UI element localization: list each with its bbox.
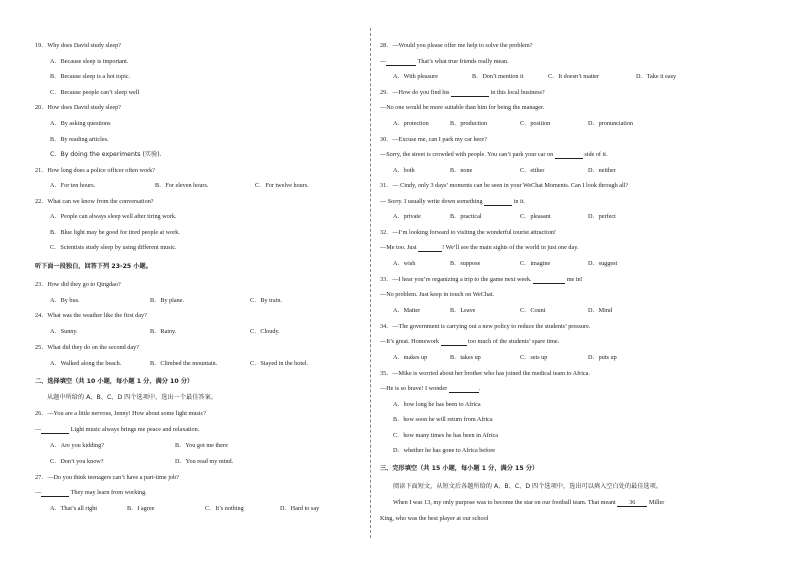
q27-option-a: A．That’s all right	[50, 505, 98, 512]
q26-option-c: C．Don’t you know?	[50, 458, 104, 465]
q27-option-c: C．It’s nothing	[205, 505, 244, 512]
q33-option-c: C．Count	[520, 307, 546, 314]
q28-option-a: A．With pleasure	[393, 73, 438, 80]
q27-option-d: D．Hard to say	[280, 505, 320, 512]
question-25: 25．What did they do on the second day?	[35, 344, 139, 351]
question-20: 20．How does David study sleep?	[35, 104, 121, 111]
answer-blank	[41, 427, 69, 434]
question-33-reply: —No problem. Just keep in touch on WeChat.	[380, 291, 495, 298]
q32-option-b: B．suppose	[450, 260, 481, 267]
question-31: 31．— Cindy, only 3 days’ moments can be seen in your WeChat Moments. Can I look through all?	[380, 182, 629, 189]
q26-option-b: B．You got me there	[175, 442, 228, 449]
answer-blank	[418, 245, 442, 252]
question-33: 33．—I hear you’re organizing a trip to the game next week. me in!	[380, 276, 583, 283]
answer-blank	[451, 90, 489, 97]
answer-blank	[449, 386, 479, 393]
q33-option-a: A．Matter	[393, 307, 421, 314]
q21-option-b: B．For eleven hours.	[155, 182, 209, 189]
question-35-reply: —He is so brave! I wonder .	[380, 385, 481, 392]
answer-blank	[533, 277, 565, 284]
q31-option-c: C．pleasant	[520, 213, 551, 220]
right-column	[380, 0, 760, 562]
q35-option-b: B．how soon he will return from Africa	[393, 416, 493, 423]
q30-option-d: D．neither	[588, 167, 616, 174]
section-2-title: 二、选择填空（共 10 小题，每小题 1 分，满分 10 分）	[35, 378, 194, 385]
q20-option-a: A．By asking questions	[50, 120, 111, 127]
q25-option-c: C．Stayed in the hotel.	[250, 360, 309, 367]
q33-option-d: D．Mind	[588, 307, 613, 314]
q31-option-d: D．perfect	[588, 213, 616, 220]
q24-option-b: B．Rainy.	[150, 328, 177, 335]
question-28-reply: — That’s what true friends really mean.	[380, 58, 509, 65]
question-19: 19．Why does David study sleep?	[35, 42, 121, 49]
answer-blank	[555, 152, 583, 159]
q23-option-c: C．By train.	[250, 297, 282, 304]
column-divider	[370, 28, 371, 538]
question-34: 34．—The government is carrying out a new policy to reduce the students’ pressure.	[380, 323, 591, 330]
question-31-reply: — Sorry. I usually write down something in it.	[380, 198, 525, 205]
q32-option-a: A．wish	[393, 260, 416, 267]
q28-option-d: D．Take it easy	[636, 73, 677, 80]
passage-line-1: When I was 13, my only purpose was to become the star on our football team. That meant 36 Miller	[393, 499, 665, 506]
passage-line-2: King, who was the best player at our school	[380, 515, 489, 522]
q29-option-b: B．production	[450, 120, 488, 127]
q22-option-b: B．Blue light may be good for tired people at work.	[50, 229, 180, 236]
q34-option-a: A．makes up	[393, 354, 428, 361]
answer-blank	[484, 199, 512, 206]
question-27: 27．—Do you think teenagers can’t have a part-time job?	[35, 474, 179, 481]
q25-option-a: A．Walked along the beach.	[50, 360, 122, 367]
q31-option-b: B．practical	[450, 213, 482, 220]
q23-option-a: A．By bus.	[50, 297, 80, 304]
q33-option-b: B．Leave	[450, 307, 476, 314]
q29-option-c: C．position	[520, 120, 551, 127]
q21-option-a: A．For ten hours.	[50, 182, 96, 189]
passage-instruction: 听下面一段独白，回答下列 23-25 小题。	[35, 263, 152, 270]
question-30-reply: —Sorry, the street is crowded with people. You can’t park your car on side of it.	[380, 151, 608, 158]
question-34-reply: —It’s great. Homework too much of the students’ spare time.	[380, 338, 560, 345]
question-32: 32．—I’m looking forward to visiting the wonderful tourist attraction!	[380, 229, 556, 236]
q29-option-a: A．protection	[393, 120, 429, 127]
q32-option-c: C．imagine	[520, 260, 551, 267]
question-24: 24．What was the weather like the first day?	[35, 312, 147, 319]
answer-blank	[41, 490, 69, 497]
section-2-instruction: 从题中所给的 A、B、C、D 四个选项中，选出一个最佳答案。	[47, 394, 217, 401]
question-22: 22．What can we know from the conversation?	[35, 198, 154, 205]
section-3-title: 三、完形填空（共 15 小题，每小题 1 分，满分 15 分）	[380, 465, 539, 472]
q30-option-a: A．both	[393, 167, 415, 174]
q19-option-a: A．Because sleep is important.	[50, 58, 129, 65]
question-26: 26．—You are a little nervous, Jenny! How about some light music?	[35, 410, 207, 417]
q34-option-b: B．takes up	[450, 354, 481, 361]
answer-blank	[441, 339, 467, 346]
q20-option-b: B．By reading articles.	[50, 136, 109, 143]
q27-option-b: B．I agree	[127, 505, 155, 512]
q34-option-c: C．sets up	[520, 354, 548, 361]
q22-option-c: C．Scientists study sleep by using different music.	[50, 244, 177, 251]
q34-option-d: D．puts up	[588, 354, 617, 361]
q35-option-a: A．how long he has been to Africa	[393, 401, 481, 408]
question-30: 30．—Excuse me, can I park my car here?	[380, 136, 487, 143]
question-27-reply: — They may learn from working.	[35, 489, 147, 496]
q25-option-b: B．Climbed the mountain.	[150, 360, 218, 367]
q26-option-a: A．Are you kidding?	[50, 442, 104, 449]
q24-option-c: C．Cloudy.	[250, 328, 280, 335]
q30-option-b: B．none	[450, 167, 473, 174]
question-23: 23．How did they go to Qingdao?	[35, 281, 121, 288]
q19-option-b: B．Because sleep is a hot topic.	[50, 73, 131, 80]
q32-option-d: D．suggest	[588, 260, 618, 267]
question-26-reply: — Light music always brings me peace and relaxation.	[35, 426, 200, 433]
question-35: 35．—Mike is worried about her brother who has joined the medical team to Africa.	[380, 370, 590, 377]
q29-option-d: D．pronunciation	[588, 120, 634, 127]
q24-option-a: A．Sunny.	[50, 328, 78, 335]
section-3-instruction: 阅读下面短文，从短文后各题所给的 A、B、C、D 四个选项中，选出可以填入空白处的最佳选项。	[393, 483, 662, 490]
question-29: 29．—How do you find his in this local business?	[380, 89, 545, 96]
question-29-reply: —No one would be more suitable than him for being the manager.	[380, 104, 545, 111]
q20-option-c: C．By doing the experiments (实验).	[50, 151, 162, 158]
q26-option-d: D．You read my mind.	[175, 458, 234, 465]
q19-option-c: C．Because people can’t sleep well	[50, 89, 140, 96]
blank-36: 36	[617, 499, 647, 507]
answer-blank	[386, 59, 416, 66]
question-21: 21．How long does a police officer often work?	[35, 167, 155, 174]
q35-option-c: C．how many times he has been in Africa	[393, 432, 498, 439]
q35-option-d: D．whether he has gone to Africa before	[393, 447, 496, 454]
q22-option-a: A．People can always sleep well after tiring work.	[50, 213, 177, 220]
q28-option-b: B．Don’t mention it	[472, 73, 524, 80]
q21-option-c: C．For twelve hours.	[255, 182, 309, 189]
q28-option-c: C．It doesn’t matter	[548, 73, 600, 80]
q23-option-b: B．By plane.	[150, 297, 185, 304]
question-28: 28．—Would you please offer me help to solve the problem?	[380, 42, 533, 49]
question-32-reply: —Me too. Just ! We’ll see the main sights of the world in just one day.	[380, 244, 579, 251]
left-column	[35, 0, 360, 562]
q30-option-c: C．either	[520, 167, 545, 174]
q31-option-a: A．private	[393, 213, 421, 220]
